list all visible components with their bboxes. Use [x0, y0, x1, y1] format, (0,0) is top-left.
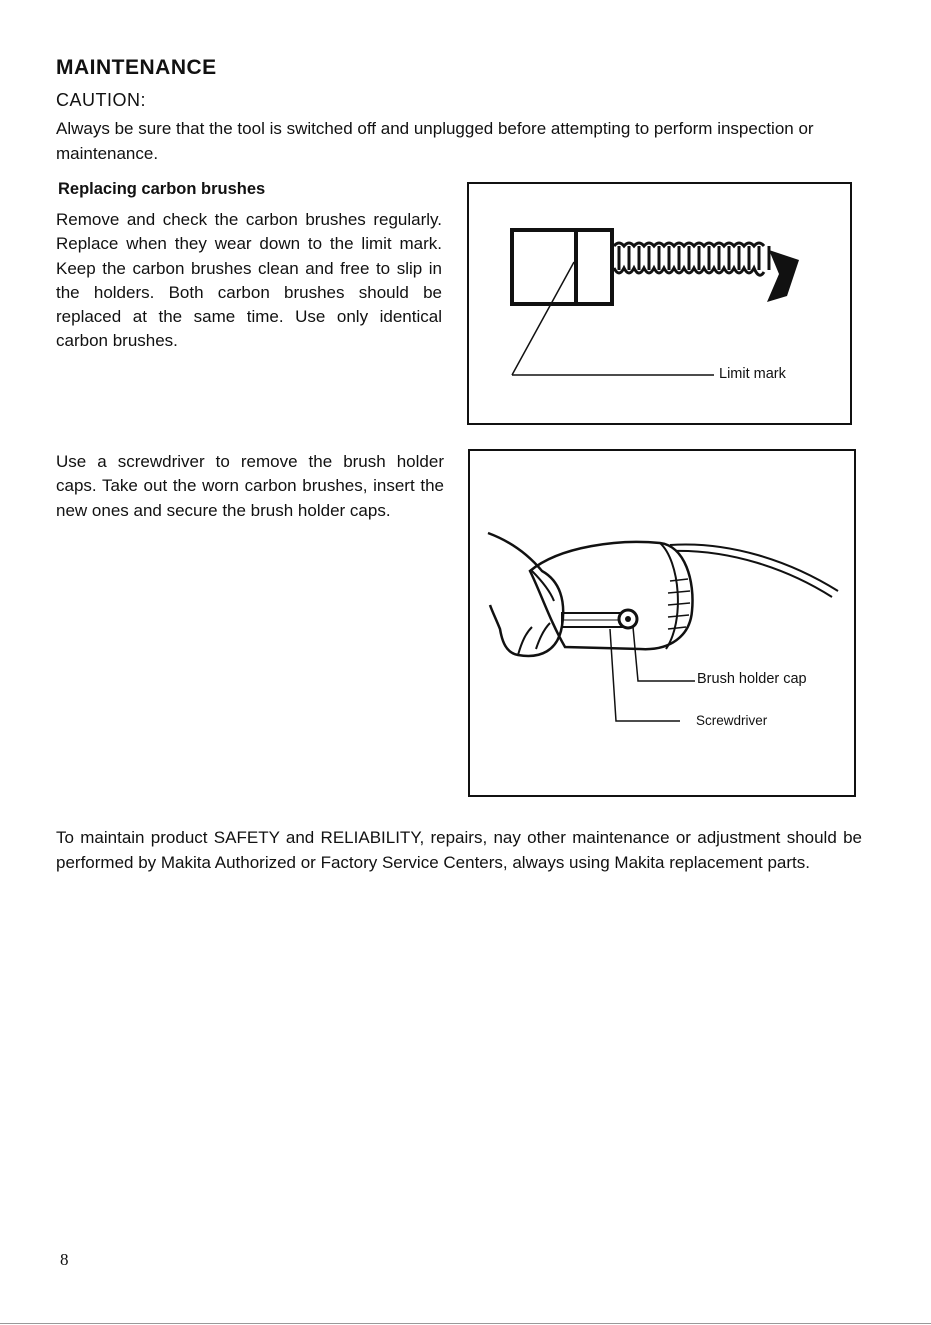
carbon-brush-figure [467, 182, 852, 425]
section-heading: Replacing carbon brushes [58, 180, 266, 198]
brush-holder-cap-label: Brush holder cap [697, 671, 807, 687]
caution-label: CAUTION: [56, 90, 147, 110]
service-paragraph: To maintain product SAFETY and RELIABILITY, repairs, nay other maintenance or adjustment should be performed by Makita Authorized or Factory Service Centers, always using Makita replacement parts. [56, 828, 862, 872]
page-title: MAINTENANCE [56, 56, 217, 79]
paragraph-replace-brushes: Remove and check the carbon brushes regularly. Replace when they wear down to the limit mark. Keep the carbon brushes clean and free to slip in the holders. Both carbon brushes should be replaced at the same time. Use only identical carbon brushes. [56, 210, 442, 351]
bottom-divider [0, 1323, 931, 1324]
brush-holder-figure [468, 449, 856, 797]
paragraph-remove-caps: Use a screwdriver to remove the brush holder caps. Take out the worn carbon brushes, insert the new ones and secure the brush holder caps. [56, 452, 444, 520]
carbon-brush-illustration [469, 184, 850, 423]
brush-holder-illustration [470, 451, 854, 795]
caution-text: Always be sure that the tool is switched off and unplugged before attempting to perform inspection or maintenance. [56, 119, 814, 163]
page-number: 8 [60, 1250, 69, 1269]
limit-mark-label: Limit mark [719, 366, 786, 382]
screwdriver-label: Screwdriver [696, 713, 768, 728]
